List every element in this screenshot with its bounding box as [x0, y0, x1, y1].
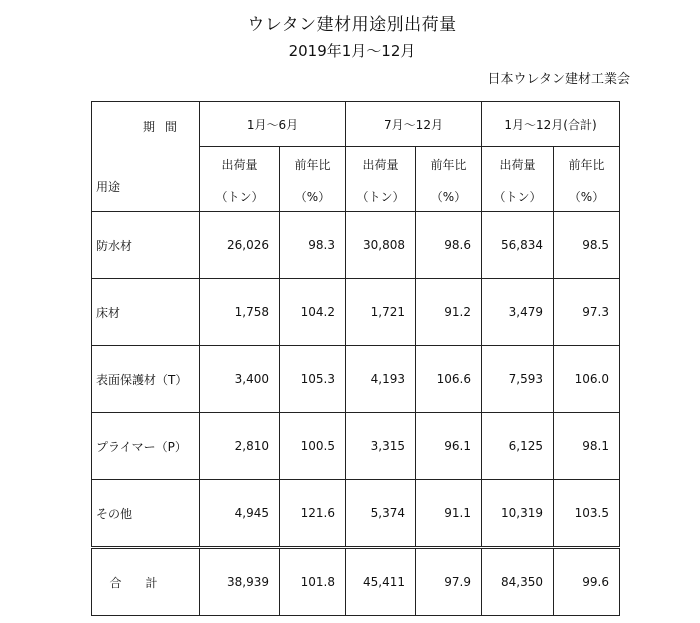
- table-row: [92, 480, 620, 548]
- total-label: 合計: [92, 548, 200, 616]
- cell-h2-volume: 1,721: [346, 279, 416, 346]
- row-label-waterproofing: 防水材: [92, 212, 200, 279]
- cell-total-ratio: 97.3: [554, 279, 620, 346]
- cell-h1-ratio: 105.3: [280, 346, 346, 413]
- cell-total-volume: 3,479: [482, 279, 554, 346]
- cell-h2-volume: 4,193: [346, 346, 416, 413]
- cell-h1-volume: 26,026: [200, 212, 280, 279]
- sub-header-ratio-unit: （%）: [416, 183, 482, 212]
- row-label-surface-protection: 表面保護材（T）: [92, 346, 200, 413]
- row-label-primer: プライマー（P）: [92, 413, 200, 480]
- row-label-flooring: 床材: [92, 279, 200, 346]
- cell-h2-ratio: 91.1: [416, 480, 482, 548]
- sub-header-volume-unit: （トン）: [346, 183, 416, 212]
- table-row: [92, 279, 620, 346]
- cell-h2-volume: 5,374: [346, 480, 416, 548]
- sub-header-volume: 出荷量: [346, 147, 416, 184]
- period-header-row: [92, 102, 620, 147]
- period-header-h2: 7月～12月: [346, 102, 482, 147]
- cell-h1-volume: 2,810: [200, 413, 280, 480]
- document-title: ウレタン建材用途別出荷量: [247, 15, 457, 35]
- cell-total-ratio: 106.0: [554, 346, 620, 413]
- corner-use-label: 用途: [96, 180, 121, 194]
- cell-total-ratio: 98.5: [554, 212, 620, 279]
- corner-cell: [92, 102, 200, 212]
- sub-header-volume-unit: （トン）: [200, 183, 280, 212]
- cell-total-volume: 7,593: [482, 346, 554, 413]
- period-header-h1: 1月～6月: [200, 102, 346, 147]
- sub-header-ratio: 前年比: [416, 147, 482, 184]
- cell-h2-ratio: 96.1: [416, 413, 482, 480]
- cell-h1-volume: 4,945: [200, 480, 280, 548]
- cell-total-volume: 56,834: [482, 212, 554, 279]
- cell-h1-volume: 3,400: [200, 346, 280, 413]
- sub-header-ratio: 前年比: [554, 147, 620, 184]
- table-row: [92, 212, 620, 279]
- document-subtitle: 2019年1月～12月: [288, 42, 416, 60]
- sub-header-volume-unit: （トン）: [482, 183, 554, 212]
- sub-header-volume: 出荷量: [200, 147, 280, 184]
- total-h1-ratio: 101.8: [280, 548, 346, 616]
- cell-total-ratio: 103.5: [554, 480, 620, 548]
- cell-h2-ratio: 98.6: [416, 212, 482, 279]
- organization-name: 日本ウレタン建材工業会: [487, 72, 630, 87]
- total-h1-volume: 38,939: [200, 548, 280, 616]
- cell-h2-volume: 30,808: [346, 212, 416, 279]
- cell-total-volume: 10,319: [482, 480, 554, 548]
- table-row: [92, 346, 620, 413]
- period-header-total: 1月～12月(合計): [482, 102, 620, 147]
- cell-total-volume: 6,125: [482, 413, 554, 480]
- sub-header-ratio-unit: （%）: [280, 183, 346, 212]
- total-year-ratio: 99.6: [554, 548, 620, 616]
- cell-h1-ratio: 104.2: [280, 279, 346, 346]
- sub-header-ratio: 前年比: [280, 147, 346, 184]
- sub-header-ratio-unit: （%）: [554, 183, 620, 212]
- cell-h2-ratio: 106.6: [416, 346, 482, 413]
- total-h2-ratio: 97.9: [416, 548, 482, 616]
- corner-period-label: 期間: [142, 120, 187, 134]
- cell-h2-ratio: 91.2: [416, 279, 482, 346]
- sub-header-volume: 出荷量: [482, 147, 554, 184]
- cell-h1-ratio: 98.3: [280, 212, 346, 279]
- cell-h1-ratio: 121.6: [280, 480, 346, 548]
- cell-h2-volume: 3,315: [346, 413, 416, 480]
- total-h2-volume: 45,411: [346, 548, 416, 616]
- shipment-table: [91, 101, 620, 616]
- cell-h1-ratio: 100.5: [280, 413, 346, 480]
- cell-total-ratio: 98.1: [554, 413, 620, 480]
- total-row: [92, 548, 620, 616]
- total-year-volume: 84,350: [482, 548, 554, 616]
- table-row: [92, 413, 620, 480]
- cell-h1-volume: 1,758: [200, 279, 280, 346]
- row-label-other: その他: [92, 480, 200, 548]
